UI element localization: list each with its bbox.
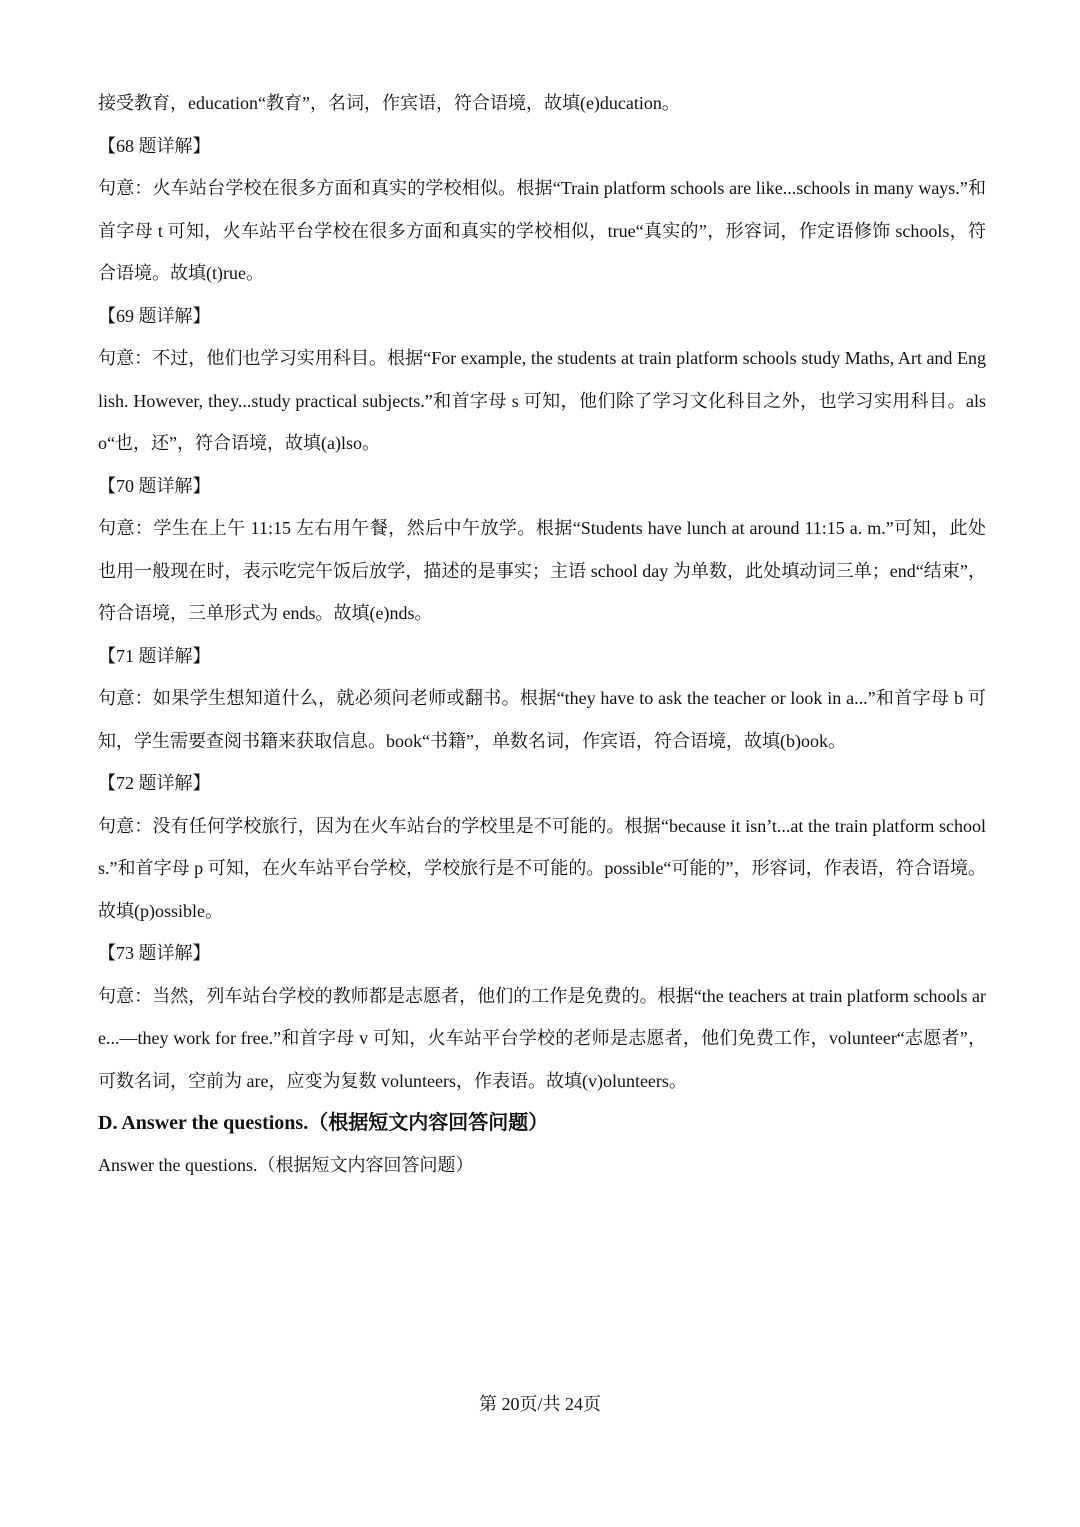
explanation-71 bbox=[98, 635, 986, 763]
explanation-68 bbox=[98, 125, 986, 295]
page-content bbox=[98, 82, 986, 1187]
section-d-title: D. Answer the questions.（根据短文内容回答问题） bbox=[98, 1112, 549, 1134]
explanation-text: 句意：如果学生想知道什么，就必须问老师或翻书。根据“they have to ask the teacher or look in a...”和首字母 b 可知，学生需要查阅书籍来获取信息。book“书籍”，单数名词，作宾语，符合语境，故填(b)ook。 bbox=[98, 688, 986, 751]
explanation-heading: 【69 题详解】 bbox=[98, 305, 211, 326]
explanation-text: 句意：当然，列车站台学校的教师都是志愿者，他们的工作是免费的。根据“the teachers at train platform schools are...—they work for free.”和首字母 v 可知，火车站平台学校的老师是志愿者，他们免费工作，volunteer“志愿者”，可数名词，空前为 are，应变为复数 volunteers，作表语。故填(v)olunteers。 bbox=[98, 985, 986, 1091]
section-d-instruction: Answer the questions.（根据短文内容回答问题） bbox=[98, 1155, 474, 1175]
explanation-text: 句意：学生在上午 11:15 左右用午餐，然后中午放学。根据“Students have lunch at around 11:15 a. m.”可知，此处也用一般现在时，表示吃完午饭后放学，描述的是事实；主语 school day 为单数，此处填动词三单；end“结束”，符合语境，三单形式为 ends。故填(e)nds。 bbox=[98, 518, 986, 623]
explanation-heading: 【72 题详解】 bbox=[98, 773, 211, 793]
explanation-69 bbox=[98, 295, 986, 465]
explanation-heading: 【71 题详解】 bbox=[98, 645, 211, 666]
explanation-heading: 【73 题详解】 bbox=[98, 943, 211, 963]
explanation-70 bbox=[98, 465, 986, 635]
explanation-72 bbox=[98, 762, 986, 932]
explanation-text: 句意：没有任何学校旅行，因为在火车站台的学校里是不可能的。根据“because it isn’t...at the train platform schools.”和首字母 p 可知，在火车站平台学校，学校旅行是不可能的。possible“可能的”，形容词，作表语，符合语境。故填(p)ossible。 bbox=[98, 815, 986, 921]
explanation-text: 句意：不过，他们也学习实用科目。根据“For example, the students at train platform schools study Maths, Art and English. However, they...study practical subjects.”和首字母 s 可知，他们除了学习文化科目之外，也学习实用科目。also“也，还”，符合语境，故填(a)lso。 bbox=[98, 348, 986, 453]
explanation-heading: 【68 题详解】 bbox=[98, 135, 211, 156]
intro-paragraph: 接受教育，education“教育”，名词，作宾语，符合语境，故填(e)ducation。 bbox=[98, 93, 680, 113]
explanation-73 bbox=[98, 932, 986, 1102]
explanation-text: 句意：火车站台学校在很多方面和真实的学校相似。根据“Train platform schools are like...schools in many ways.”和首字母 t 可知，火车站平台学校在很多方面和真实的学校相似，true“真实的”，形容词，作定语修饰 schools，符合语境。故填(t)rue。 bbox=[98, 178, 986, 283]
page-number-footer: 第 20页/共 24页 bbox=[478, 1394, 601, 1414]
explanation-heading: 【70 题详解】 bbox=[98, 475, 211, 496]
